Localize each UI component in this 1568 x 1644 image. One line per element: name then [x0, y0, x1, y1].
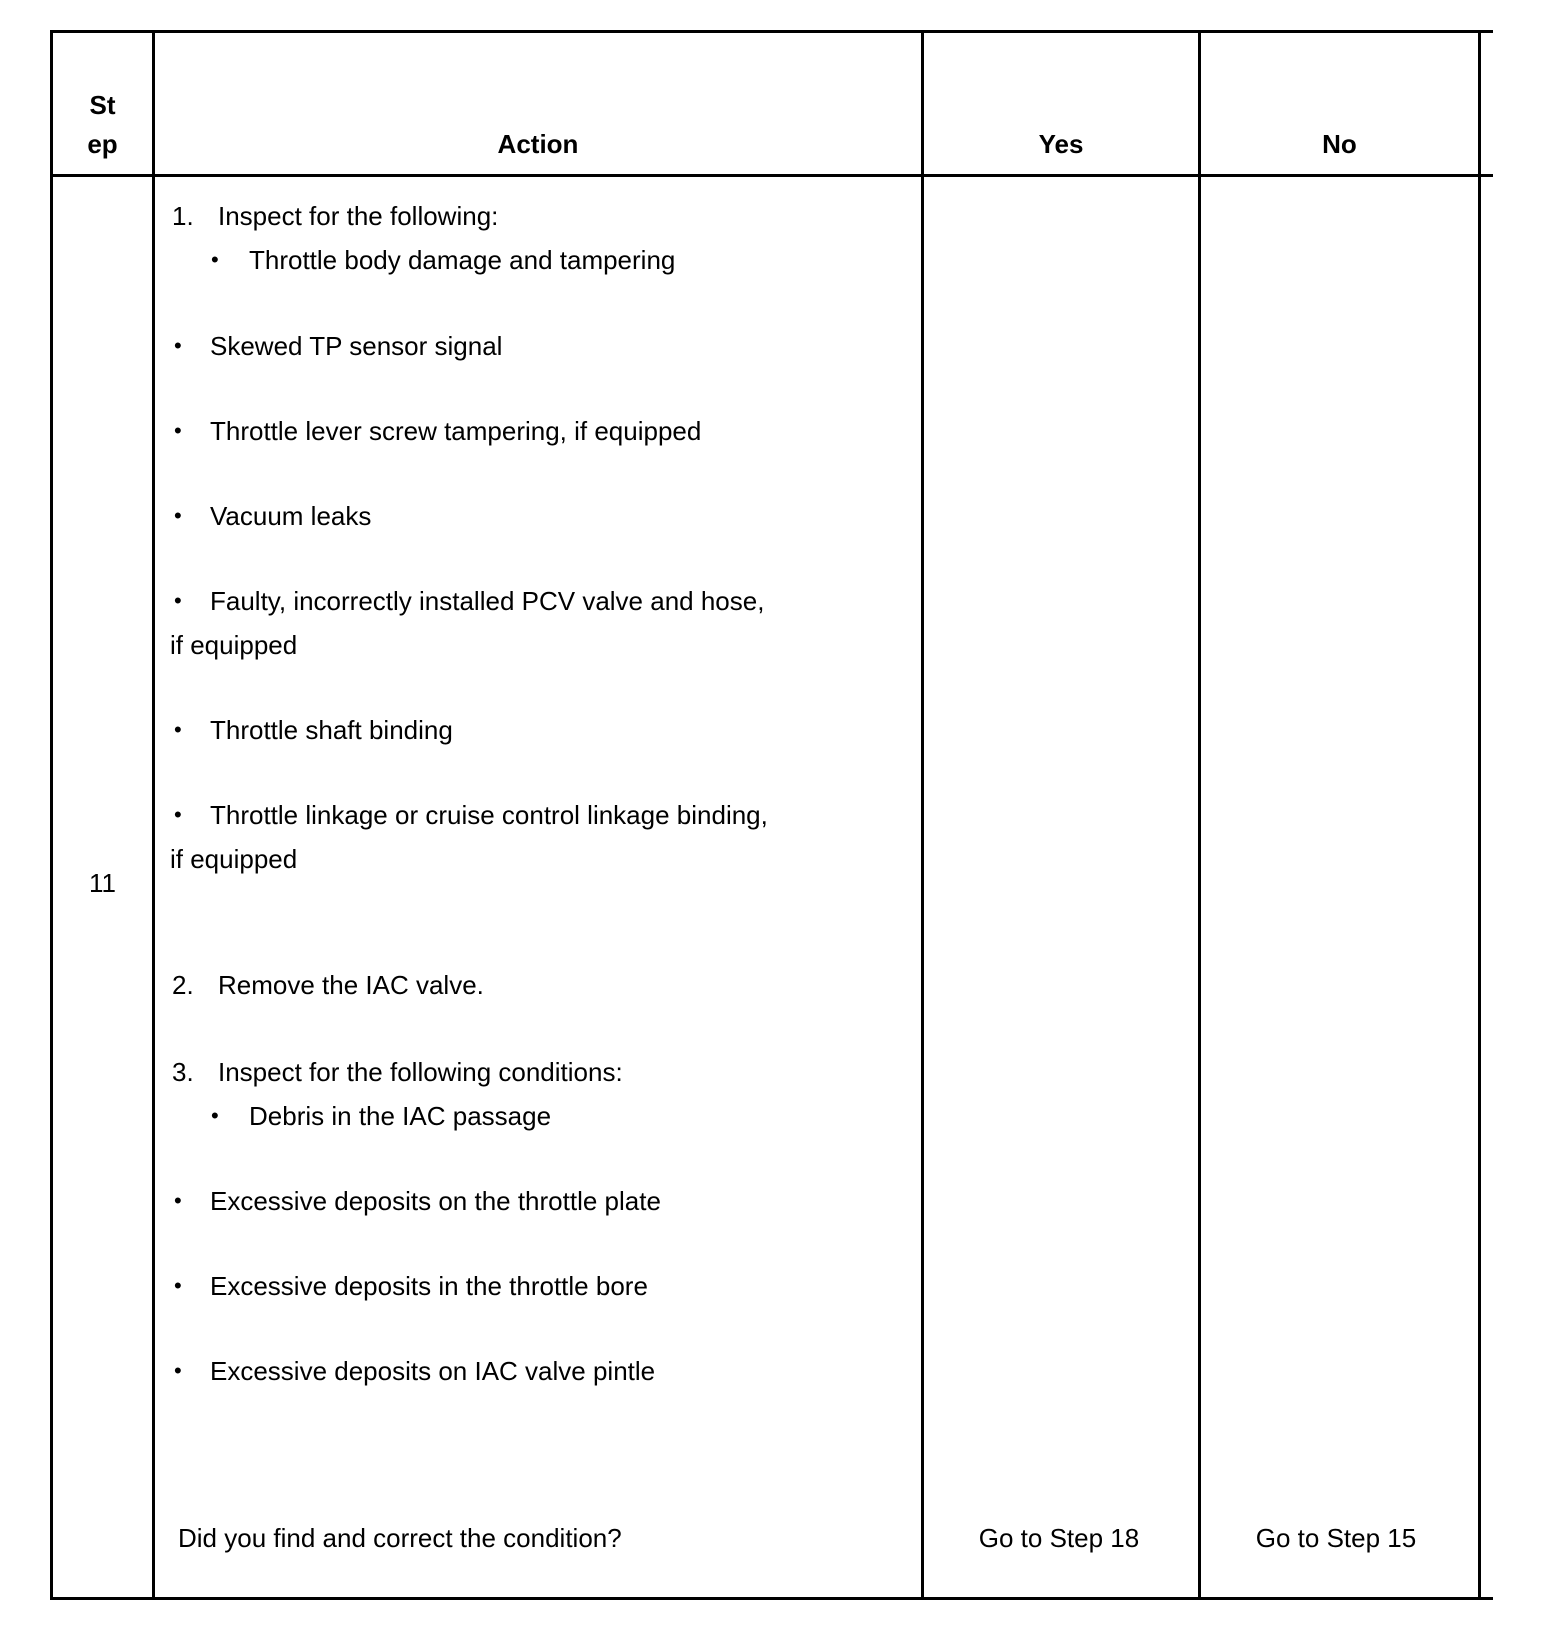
- yes-column-divider: [1198, 32, 1201, 1597]
- list-item-linkage-line2: if equipped: [170, 844, 298, 874]
- list-item: Vacuum leaks: [210, 501, 372, 531]
- bullet-marker: •: [174, 1188, 182, 1213]
- bullet-marker: •: [174, 802, 182, 827]
- list-item: Excessive deposits on IAC valve pintle: [210, 1356, 656, 1386]
- step-number: 11: [89, 868, 116, 898]
- header-bottom-border: [50, 174, 1493, 177]
- action-column-divider: [921, 32, 924, 1597]
- item3-sub-bullet: Debris in the IAC passage: [249, 1101, 552, 1131]
- table-top-border: [50, 30, 1493, 33]
- bullet-marker: •: [174, 1358, 182, 1383]
- header-action: Action: [497, 129, 579, 159]
- item1-sub-bullet: Throttle body damage and tampering: [249, 245, 676, 275]
- bullet-marker: •: [174, 588, 182, 613]
- bullet-marker: •: [174, 333, 182, 358]
- list-item-pcv-line1: Faulty, incorrectly installed PCV valve and hose,: [210, 586, 765, 616]
- list-item: Throttle shaft binding: [210, 715, 453, 745]
- header-step-line2: ep: [87, 129, 118, 159]
- item2-label: Remove the IAC valve.: [218, 970, 484, 1000]
- item3-label: Inspect for the following conditions:: [218, 1057, 623, 1087]
- list-item: Throttle lever screw tampering, if equipped: [210, 416, 702, 446]
- list-item: Skewed TP sensor signal: [210, 331, 503, 361]
- bullet-marker: •: [174, 1273, 182, 1298]
- header-yes: Yes: [1038, 129, 1084, 159]
- item1-number: 1.: [172, 201, 194, 231]
- bullet-marker: •: [174, 503, 182, 528]
- list-item-pcv-line2: if equipped: [170, 630, 298, 660]
- item3-number: 3.: [172, 1057, 194, 1087]
- question-text: Did you find and correct the condition?: [178, 1523, 622, 1553]
- bullet-marker: •: [211, 1103, 219, 1128]
- table-right-border: [1478, 32, 1481, 1597]
- item1-label: Inspect for the following:: [218, 201, 499, 231]
- list-item-linkage-line1: Throttle linkage or cruise control linkage binding,: [210, 800, 768, 830]
- no-result: Go to Step 15: [1255, 1523, 1417, 1553]
- header-step-line1: St: [89, 90, 116, 120]
- table-bottom-border: [50, 1597, 1493, 1600]
- list-item: Excessive deposits in the throttle bore: [210, 1271, 648, 1301]
- item2-number: 2.: [172, 970, 194, 1000]
- header-no: No: [1322, 129, 1357, 159]
- bullet-marker: •: [211, 247, 219, 272]
- bullet-marker: •: [174, 418, 182, 443]
- yes-result: Go to Step 18: [978, 1523, 1140, 1553]
- bullet-marker: •: [174, 717, 182, 742]
- step-column-divider: [152, 32, 155, 1597]
- table-left-border: [50, 32, 53, 1597]
- list-item: Excessive deposits on the throttle plate: [210, 1186, 661, 1216]
